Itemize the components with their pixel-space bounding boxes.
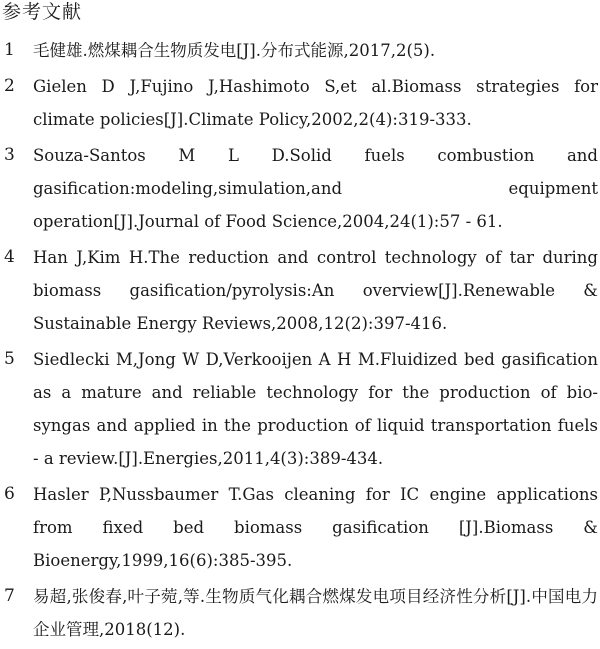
reference-number: 5 (4, 349, 15, 369)
section-title: 参考文献 (2, 1, 83, 23)
reference-text: Gielen D J,Fujino J,Hashimoto S,et al.Biomass strategies for climate policies[J].Climate Policy,2002,2(4):319-333. (33, 77, 598, 129)
reference-text: 毛健雄.燃煤耦合生物质发电[J].分布式能源,2017,2(5). (33, 41, 436, 60)
reference-text: Siedlecki M,Jong W D,Verkooijen A H M.Fluidized bed gasification as a mature and reliable technology for the production of bio-syngas and applied in the production of liquid transportation fuels - a review.[J].Energies,2011,4(3):389-434. (33, 350, 598, 468)
reference-number: 3 (4, 145, 15, 165)
reference-text: 易超,张俊春,叶子菀,等.生物质气化耦合燃煤发电项目经济性分析[J].中国电力企业管理,2018(12). (33, 587, 598, 639)
reference-item-6 (0, 478, 600, 577)
reference-number: 7 (4, 586, 15, 606)
reference-text: Han J,Kim H.The reduction and control technology of tar during biomass gasification/pyrolysis:An overview[J].Renewable & Sustainable Energy Reviews,2008,12(2):397-416. (33, 248, 598, 333)
reference-number: 6 (4, 484, 15, 504)
reference-number: 1 (4, 40, 15, 60)
reference-item-2 (0, 70, 600, 136)
reference-item-7 (0, 580, 600, 646)
reference-item-4 (0, 241, 600, 340)
reference-list (0, 34, 600, 649)
reference-text: Souza-Santos M L D.Solid fuels combustion and gasification:modeling,simulation,and equipment operation[J].Journal of Food Science,2004,24(1):57 - 61. (33, 146, 598, 231)
reference-text: Hasler P,Nussbaumer T.Gas cleaning for IC engine applications from fixed bed biomass gasification [J].Biomass & Bioenergy,1999,16(6):385-395. (33, 485, 598, 570)
reference-number: 4 (4, 247, 15, 267)
reference-item-3 (0, 139, 600, 238)
reference-item-1 (0, 34, 600, 67)
reference-item-5 (0, 343, 600, 475)
reference-number: 2 (4, 76, 15, 96)
